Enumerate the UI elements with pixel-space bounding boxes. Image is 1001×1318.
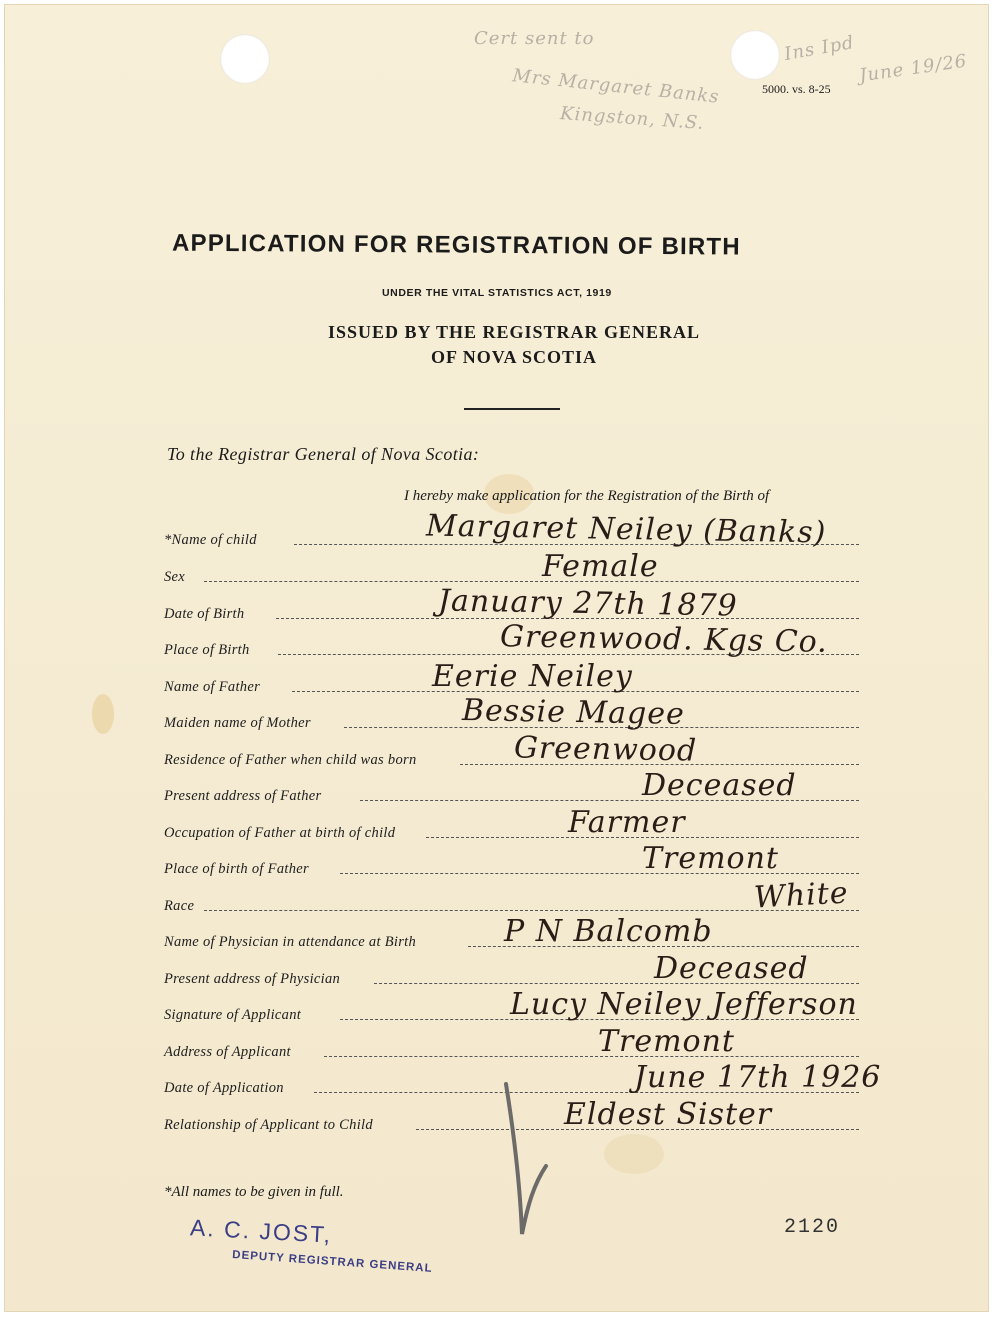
field-handwritten-value: Lucy Neiley Jefferson: [510, 987, 858, 1022]
pencil-note: Mrs Margaret Banks: [511, 65, 721, 108]
field-handwritten-value: Eldest Sister: [564, 1097, 773, 1132]
issuer-line: OF NOVA SCOTIA: [430, 347, 598, 367]
field-handwritten-value: Tremont: [642, 841, 779, 876]
field-label: Residence of Father when child was born: [164, 752, 417, 768]
pencil-note: Kingston, N.S.: [559, 102, 705, 135]
field-handwritten-value: P N Balcomb: [504, 914, 713, 949]
field-handwritten-value: Deceased: [642, 768, 797, 803]
field-handwritten-value: Margaret Neiley (Banks): [425, 508, 827, 551]
form-field-row: [164, 914, 859, 951]
issuer-line: ISSUED BY THE REGISTRAR GENERAL: [327, 322, 701, 342]
field-label: Occupation of Father at birth of child: [164, 825, 396, 841]
field-handwritten-value: Deceased: [654, 951, 809, 986]
field-dotted-line: [340, 873, 859, 874]
issuer: [294, 320, 734, 370]
paper-stain: [604, 1134, 664, 1174]
field-label: Maiden name of Mother: [164, 715, 311, 731]
document-page: [4, 4, 989, 1312]
footnote: *All names to be given in full.: [164, 1184, 344, 1200]
field-label: Sex: [164, 569, 186, 585]
punch-hole-left: [220, 34, 270, 84]
document-subtitle: UNDER THE VITAL STATISTICS ACT, 1919: [382, 287, 612, 299]
pencil-note: June 19/26: [858, 50, 969, 87]
form-field-row: [164, 693, 859, 732]
field-dotted-line: [324, 1056, 859, 1057]
form-field-row: [164, 987, 859, 1024]
stamp-name: A. C. JOST,: [189, 1214, 333, 1248]
field-label: Place of Birth: [164, 642, 250, 658]
form-field-row: [164, 805, 859, 842]
field-label: Signature of Applicant: [164, 1007, 302, 1023]
form-field-row: [164, 768, 859, 805]
field-label: Name of Father: [164, 679, 261, 695]
field-label: Place of birth of Father: [164, 861, 309, 877]
field-handwritten-value: Eerie Neiley: [432, 659, 633, 694]
field-handwritten-value: Female: [542, 549, 659, 584]
pencil-note: Cert sent to: [474, 28, 595, 49]
form-field-row: [164, 730, 859, 769]
punch-hole-right: [730, 30, 780, 80]
form-field-row: [164, 508, 859, 551]
field-label: Date of Birth: [164, 606, 245, 622]
field-handwritten-value: Farmer: [568, 805, 686, 840]
field-label: *Name of child: [164, 532, 257, 548]
form-field-row: [164, 659, 859, 696]
pen-check-mark: [494, 1074, 554, 1244]
field-handwritten-value: White: [753, 875, 850, 916]
paper-stain: [92, 694, 114, 734]
salutation: To the Registrar General of Nova Scotia:: [167, 444, 480, 464]
form-field-row: [164, 841, 859, 878]
document-title: APPLICATION FOR REGISTRATION OF BIRTH: [171, 229, 741, 261]
field-label: Race: [164, 898, 195, 914]
field-label: Name of Physician in attendance at Birth: [164, 934, 417, 950]
form-field-row: [164, 1024, 859, 1061]
form-field-row: [164, 619, 859, 660]
field-label: Present address of Physician: [164, 971, 341, 987]
field-label: Address of Applicant: [164, 1044, 291, 1060]
field-label: Relationship of Applicant to Child: [164, 1117, 373, 1133]
field-handwritten-value: Greenwood. Kgs Co.: [499, 619, 829, 660]
form-field-row: [164, 951, 859, 988]
document-number: 2120: [784, 1216, 841, 1239]
stamp-title: DEPUTY REGISTRAR GENERAL: [231, 1249, 433, 1275]
pencil-note: Ins Ipd: [782, 32, 857, 65]
field-handwritten-value: June 17th 1926: [634, 1060, 882, 1095]
field-handwritten-value: Greenwood: [513, 730, 698, 769]
intro-text: I hereby make application for the Registration of the Birth of: [404, 488, 770, 504]
field-handwritten-value: Bessie Magee: [461, 693, 686, 732]
divider: [464, 408, 560, 410]
field-handwritten-value: January 27th 1879: [437, 583, 738, 624]
field-label: Date of Application: [164, 1080, 284, 1096]
field-handwritten-value: Tremont: [598, 1024, 735, 1059]
form-field-row: [164, 875, 859, 916]
form-code: 5000. vs. 8-25: [762, 82, 831, 96]
form-field-row: [164, 549, 859, 586]
field-dotted-line: [204, 581, 859, 582]
field-label: Present address of Father: [164, 788, 322, 804]
